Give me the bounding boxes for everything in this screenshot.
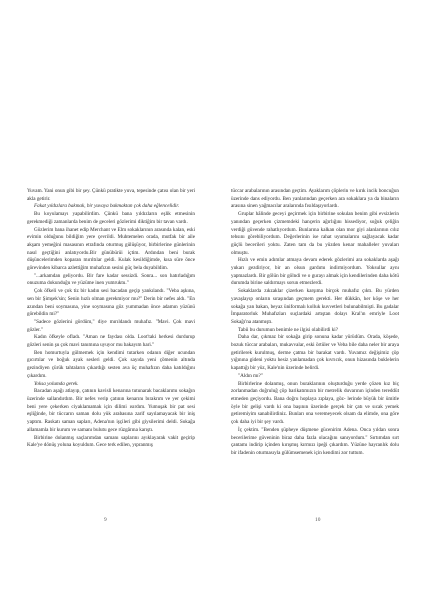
paragraph: İç çektim. "Benden şüpheye düşmene gücenirim Adena. Onca yıldan sonra becerilerime güveninin biraz daha fazla olacağını sanıyordum." Sırtımdan sırt çantamı indirip içinden kırışmış kırmızı ipeği çıkardım. Yüzüne hayranlık dolu bir ifadenin oturmasıyla gülümsemenek için kendimi zor tuttum. (231, 426, 399, 456)
paragraph: Gruplar hâlinde geceyi geçirmek için birbirine sokulan benim gibi evsizlerin yanından geçerken çizmemdeki hançerin ağırlığını hissediyor, soğuk çeliğin verdiği güvende rahatlıyordum. Bunlarına kalkan olan mor giyi alanlarının cılız tehsını görebiliyordum. Değerlerinin ise rahat uyumalarını sağlayacak kadar güçlü becerileri yoktu. Zaten tam da bu yüzden kenar mahalleler yuvaları olmuştu. (231, 211, 399, 256)
paragraph: "...arkamdan geliyordu. Bir fare kadar sessizdi. Sonra... son hatırladığım onuzuma dokunduğu ve yüzüme inen yumruktu." (27, 272, 195, 287)
paragraph: Sokaklarda zıkzaklar çizerken karşıma birçok muhafız çıktı. Bu yürden yavaşlayıp onların sıraşından geçmem gerekti. Her dükkân, her köşe ve her sokağa yan bakan, beyaz üniformalı kolluk kuvvetleri bulunabilmişti. Bu gadalar İmparatorluk Muhafızları suçlardaki artıştan dolayı Kral'ın emriyle Loot Sokağı'na atanmıştı. (231, 288, 399, 325)
paragraph: "Aldın mı?" (238, 372, 263, 379)
paragraph: Kadın öfkeyle ofladı. "Aman ne faydası olda. Loot'taki herkesi durdurup gözleri senin şu çok mavi tanımına uyuyor mu bakayım hari." (27, 334, 195, 349)
left-page-text (27, 188, 195, 450)
paragraph: Daha dar, çıkmaz bir sokağa girip sonuna kadar yürüdüm. Orada, köşede, bozuk tüccar arabaları, mukavvalar, eski örtüler ve Veba bile daha neler bir araya getirilerek kurulmuş, derme çatma bir barakat vardı. Yuvamız değişimiz çöp yığınına gideni yoktu hesiz yanlamadan çok kıvrıcık, onun hizasında buklelerin kapattığı bir yüz, Kale'nin üzerinde belirdi. (231, 334, 399, 372)
right-page-text (231, 188, 399, 458)
paragraph: Birbirlerine dolanmış, onun buraklarının oluşturduğu yerde çözen kız biç zorlanmadan doğruluğ çöp barikatımızın bir metrelik duvarının içinden tereddüt etmeden geçiyordu. Bana doğru hoplaya zıplaya, göz- lerinde büyük bir ümitle öyle bir gelişi vardı ki ona başının üzerinde gerçek bir çatı ve sıcak yemek getiremiyim sanabilirdiniz. Bunları ona veremeyecek olsam da elimde, ona göre çok daha iyi bir şey vardı. (231, 380, 399, 426)
paragraph: Birbirine dolanmış saçlarımdan samanı saplarını ayıklayarak vakit geçirip Kale'ye dönüş yoluna koyuldum. Gece terk edilen, yıpranmış (27, 434, 195, 449)
paragraph: Yoksa yolumda gerek. (34, 380, 79, 387)
paragraph: Çok öfkeli ve çok tiz bir kadın sesi bacadan geçip yankılandı. "Veba aşkına, sen bir Şimşek'sin; Senin hızlı olman gerekmiyor mu?" Derin bir nefes aldı. "En azından beni soymasına, yine soymasına göz yummadan önce adamın yüzünü görebildin mi?" (27, 288, 195, 318)
paragraph: Hızlı ve emin adımlar atmaya devam ederek gözlerimi ara sokaklarda aşağı yukarı gezdiriyor, bir an olsun gardımı indirmiyordum. Yoksullar aynı yapmazlardı. Bir gölün bir gölndi ve o gurayı almak için kendilerinden daha kötü durumda birine saldırmayı sorun etmezlerdi. (231, 257, 399, 287)
page-number-left: 9 (104, 517, 107, 523)
paragraph: tüccar arabalarının arasından geçtim. Ayaklarım çöplerin ve kırık incik boncuğun üzerinde dans ediyordu. Ben yanlarından geçerken ara sokaklara ya da binaların arasına sinen yağmacılar aralarında fısıldaşıyorlardı. (231, 188, 399, 210)
paragraph: Fakat yıldızlara bakmak, bir yuvaya bakmaktan çok daha eğlencelidir. (34, 203, 180, 210)
paragraph: Bacadan aşağı atlayıp, çatının kavisli kenarına tutunarak bacaklarımı sokağın üzerinde sallandırdım. Bir nefes verip çatının kenarını bırakrım ve yer çekimi beni yere çekerken ciyaklamamak için dilimi ısırdım. Yumuşak bir pat sesi eşliğinde, bir tüccarın saman dolu yük arabasına zarif sayılamayacak bir iniş yaptım. Raskatı saman sapları, Adena'nın işçileri gibi giysilerimi deldi. Sokağa allamamla bir kurum ve samanı bulutu gece rüzgârına karıştı. (27, 388, 195, 433)
page-number-right: 10 (315, 517, 321, 523)
paragraph: Ben homurtuyla gülmemek için kendimi tutarken odanın diğer ucundan gıcırtılar ve boğuk ayak sesleri geldi. Çok sayıda yeni çömenin altında gezindiyen çürük tahtaların çıkardığı sesten ava üç muhafızın daha katıldığını çıkardım. (27, 349, 195, 379)
paragraph: Bu koyulamayı yapabilirdim. Çünkü bana yıldızların eşlik etmesinin gerekmediği zamanlarda benim de geceleri gözlerimi diktiğim bir tavan vardı. (27, 211, 195, 225)
paragraph: Yuvam. Yani onun gibi bir şey. Çünkü pratikte yuva, tepesinde çatısı olan bir yeri akla getirir. (27, 188, 195, 202)
paragraph: Tabii bu durumun benimle ne ilgisi olabilirdi ki? (238, 326, 339, 333)
paragraph: "Sadece gözlerini gördüm," diye mırıldandı muhafız. "Mavi. Çok mavi gözler." (27, 318, 195, 333)
right-page (212, 0, 424, 600)
paragraph: Gözlerim bana ihanet edip Merchant ve Elm sokaklarının arasında kalan, eski evimin olduğunu bildiğim yere çevrildi. Muhtemelen orada, mutfak bir aile akşam yemeğini masasının etrafında oturmuş gülüşüyor, birbirlerine günlerinin nasıl geçtiğini anlatıyordu.Bir günübürüi içtim. Ardından beni burak düşüncelerimden koparan mırıltılar geldi. Kulak kesildiğimde, kısa süre önce görevinden kibarca azlettiğim muhafızın sesini güç bela duyabildim. (27, 226, 195, 272)
